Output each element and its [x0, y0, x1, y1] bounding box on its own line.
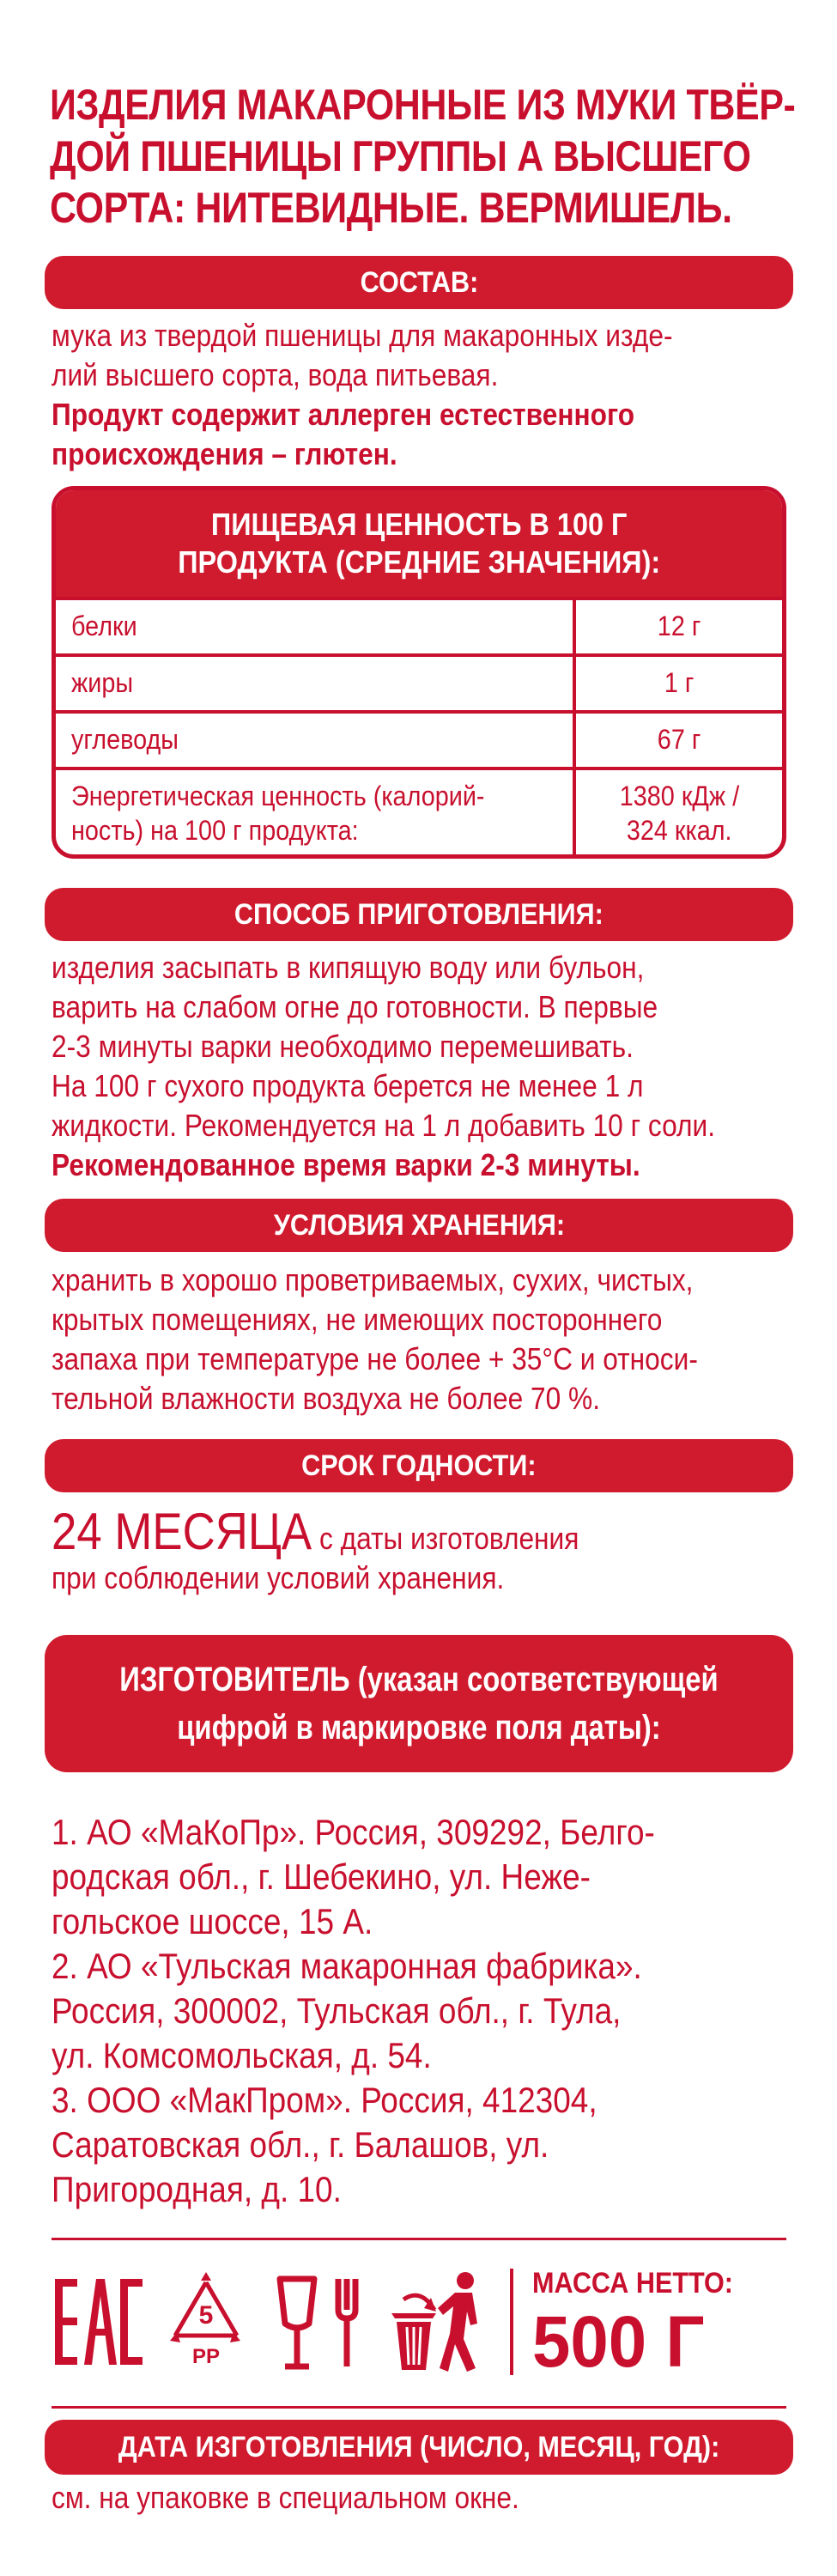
manufacturer-line: Саратовская обл., г. Балашов, ул.	[52, 2124, 549, 2165]
nutrient-name: жиры	[71, 667, 134, 698]
shelf-life-value: 24 МЕСЯЦА	[52, 1503, 312, 1560]
nutrient-value: 67 г	[657, 724, 701, 755]
composition-line: мука из твердой пшеницы для макаронных изде-	[52, 318, 673, 353]
cooking-text	[52, 948, 807, 1185]
cooking-line: 2-3 минуты варки необходимо перемешивать.	[52, 1029, 634, 1064]
production-date-text	[52, 2478, 807, 2518]
nutrient-name: углеводы	[71, 724, 179, 755]
energy-name-line: Энергетическая ценность (калорий-	[71, 781, 485, 811]
cooking-line: жидкости. Рекомендуется на 1 л добавить 10 г соли.	[52, 1108, 716, 1143]
allergen-line: происхождения – глютен.	[52, 436, 397, 471]
nutrient-name: белки	[71, 611, 137, 641]
cooking-line: варить на слабом огне до готовности. В первые	[52, 989, 658, 1024]
net-mass-value: 500 Г	[532, 2301, 705, 2382]
nutrient-value: 12 г	[657, 611, 701, 641]
manufacturer-line: родская обл., г. Шебекино, ул. Неже-	[52, 1856, 591, 1897]
composition-line: лий высшего сорта, вода питьевая.	[52, 357, 499, 392]
product-title	[50, 79, 803, 234]
nutrition-row-fat	[56, 653, 782, 710]
title-line: СОРТА: НИТЕВИДНЫЕ. ВЕРМИШЕЛЬ.	[50, 184, 732, 232]
title-line: ДОЙ ПШЕНИЦЫ ГРУППЫ А ВЫСШЕГО	[50, 132, 751, 180]
recycle-code: PP	[191, 2345, 221, 2368]
tidyman-bin-icon	[386, 2262, 498, 2382]
shelf-life-text	[52, 1503, 807, 1598]
manufacturer-text	[52, 1810, 807, 2212]
storage-line: крытых помещениях, не имеющих постороннего	[52, 1302, 663, 1337]
nutrition-row-protein	[56, 597, 782, 653]
energy-name-line: ность) на 100 г продукта:	[71, 815, 359, 846]
manufacturer-line: 2. АО «Тульская макаронная фабрика».	[52, 1946, 642, 1986]
energy-value-line: 324 ккал.	[626, 815, 732, 846]
nutrition-table	[52, 486, 786, 859]
shelf-life-tail: с даты изготовления	[312, 1521, 579, 1556]
cooking-time-line: Рекомендованное время варки 2-3 минуты.	[52, 1147, 640, 1182]
nutrition-row-energy	[56, 767, 782, 858]
nutrient-value: 1 г	[664, 667, 694, 698]
production-date-header: ДАТА ИЗГОТОВЛЕНИЯ (ЧИСЛО, МЕСЯЦ, ГОД):	[45, 2420, 793, 2475]
composition-text	[52, 316, 807, 474]
marks-separator	[510, 2269, 513, 2375]
manufacturer-header: ИЗГОТОВИТЕЛЬ (указан соответствующей цифрой в маркировке поля даты):	[45, 1635, 793, 1772]
net-mass-label: МАССА НЕТТО:	[532, 2267, 733, 2300]
nutrition-row-carbs	[56, 710, 782, 767]
manufacturer-line: 1. АО «МаКоПр». Россия, 309292, Белго-	[52, 1812, 655, 1852]
cooking-header: СПОСОБ ПРИГОТОВЛЕНИЯ:	[45, 888, 793, 941]
eac-mark-icon	[52, 2262, 146, 2382]
production-date-line: см. на упаковке в специальном окне.	[52, 2480, 519, 2515]
manufacturer-line: Пригородная, д. 10.	[52, 2169, 342, 2209]
cooking-line: На 100 г сухого продукта берется не менее 1 л	[52, 1068, 644, 1103]
shelf-life-header: СРОК ГОДНОСТИ:	[45, 1439, 793, 1492]
manufacturer-line: гольское шоссе, 15 А.	[52, 1901, 373, 1941]
energy-value-line: 1380 кДж /	[619, 781, 739, 811]
manufacturer-line: ул. Комсомольская, д. 54.	[52, 2035, 432, 2075]
title-line: ИЗДЕЛИЯ МАКАРОННЫЕ ИЗ МУКИ ТВЁР-	[50, 81, 796, 129]
marks-row	[52, 2262, 786, 2382]
storage-line: запаха при температуре не более + 35°С и относи-	[52, 1341, 698, 1376]
recycle-number: 5	[198, 2301, 214, 2330]
divider	[52, 2238, 786, 2240]
storage-text	[52, 1261, 807, 1419]
storage-line: тельной влажности воздуха не более 70 %.	[52, 1381, 601, 1416]
food-contact-glass-fork-icon	[271, 2262, 374, 2382]
storage-header: УСЛОВИЯ ХРАНЕНИЯ:	[45, 1199, 793, 1252]
composition-header: СОСТАВ:	[45, 256, 793, 309]
recycle-pp-5-icon	[155, 2262, 258, 2382]
cooking-line: изделия засыпать в кипящую воду или бульон,	[52, 950, 645, 985]
divider	[52, 2406, 786, 2409]
storage-line: хранить в хорошо проветриваемых, сухих, чистых,	[52, 1262, 694, 1297]
shelf-life-line: при соблюдении условий хранения.	[52, 1560, 505, 1595]
nutrition-header: ПИЩЕВАЯ ЦЕННОСТЬ В 100 Г ПРОДУКТА (СРЕДНИЕ ЗНАЧЕНИЯ):	[56, 490, 782, 597]
manufacturer-line: Россия, 300002, Тульская обл., г. Тула,	[52, 1990, 622, 2031]
allergen-line: Продукт содержит аллерген естественного	[52, 397, 635, 432]
manufacturer-line: 3. ООО «МакПром». Россия, 412304,	[52, 2080, 597, 2120]
